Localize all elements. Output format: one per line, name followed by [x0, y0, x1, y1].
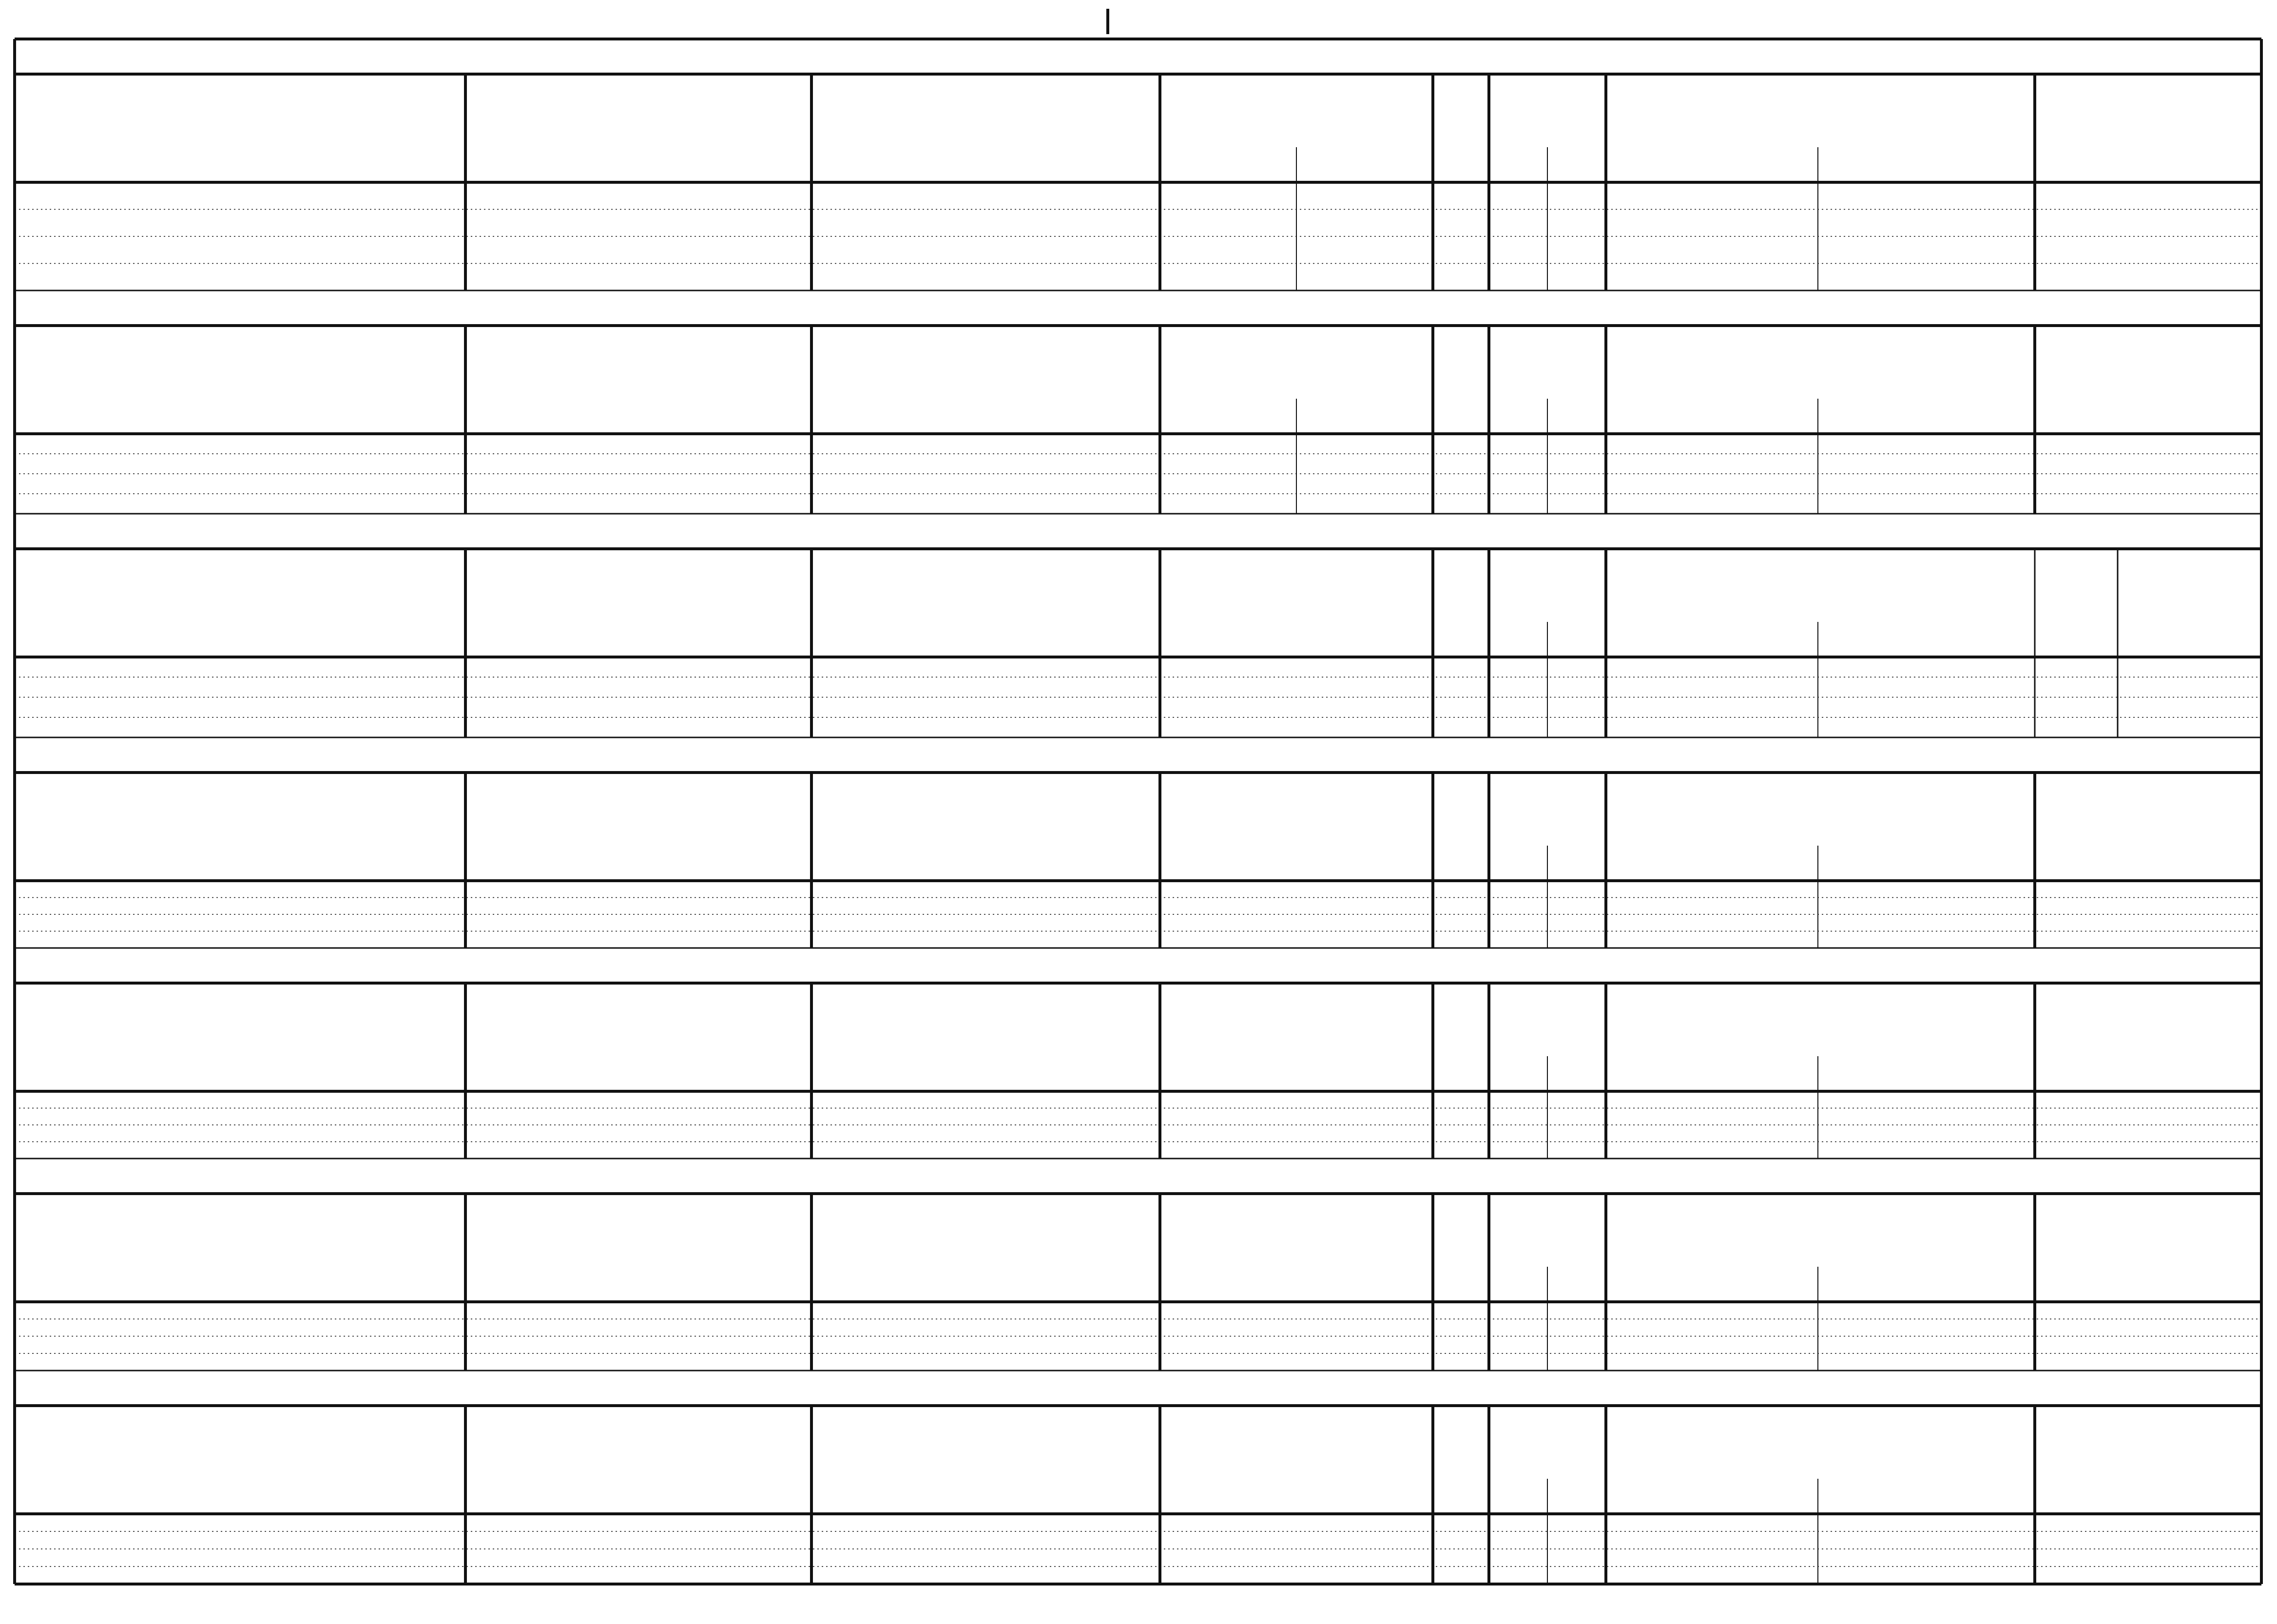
top-tick-mark — [1106, 9, 1109, 34]
